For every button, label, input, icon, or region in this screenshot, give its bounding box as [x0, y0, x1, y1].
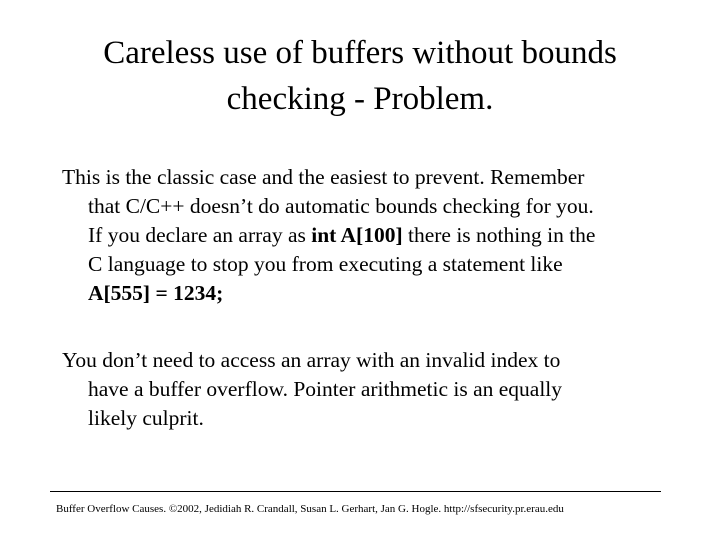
slide-title-line-2: checking - Problem. — [226, 81, 494, 117]
paragraph-1-line-5 — [62, 279, 672, 308]
paragraph-2-line-2: have a buffer overflow. Pointer arithmetic is an equally — [88, 377, 563, 401]
paragraph-1-line-2: that C/C++ doesn’t do automatic bounds checking for you. — [88, 194, 594, 218]
paragraph-bounds-checking — [62, 163, 672, 308]
code-int-array-declaration: int A[100] — [311, 223, 403, 247]
paragraph-1-line-3-text-b: there is nothing in the — [402, 223, 596, 247]
paragraph-1-line-1: This is the classic case and the easiest to prevent. Remember — [62, 165, 585, 189]
paragraph-2-line-3: likely culprit. — [88, 406, 204, 430]
slide-title-line-1: Careless use of buffers without bounds — [103, 35, 617, 71]
paragraph-1-line-3-text-a: If you declare an array as — [88, 223, 312, 247]
slide-title — [40, 30, 680, 122]
footer-divider — [50, 491, 661, 492]
paragraph-1-line-4: C language to stop you from executing a statement like — [88, 252, 563, 276]
paragraph-2-line-1: You don’t need to access an array with an invalid index to — [62, 348, 561, 372]
paragraph-pointer-arithmetic — [62, 346, 672, 433]
code-out-of-bounds-statement: A[555] = 1234; — [88, 281, 224, 305]
paragraph-1-line-3 — [62, 221, 672, 250]
footer-citation: Buffer Overflow Causes. ©2002, Jedidiah R. Crandall, Susan L. Gerhart, Jan G. Hogle. http://sfsecurity.pr.erau.edu — [56, 503, 564, 515]
